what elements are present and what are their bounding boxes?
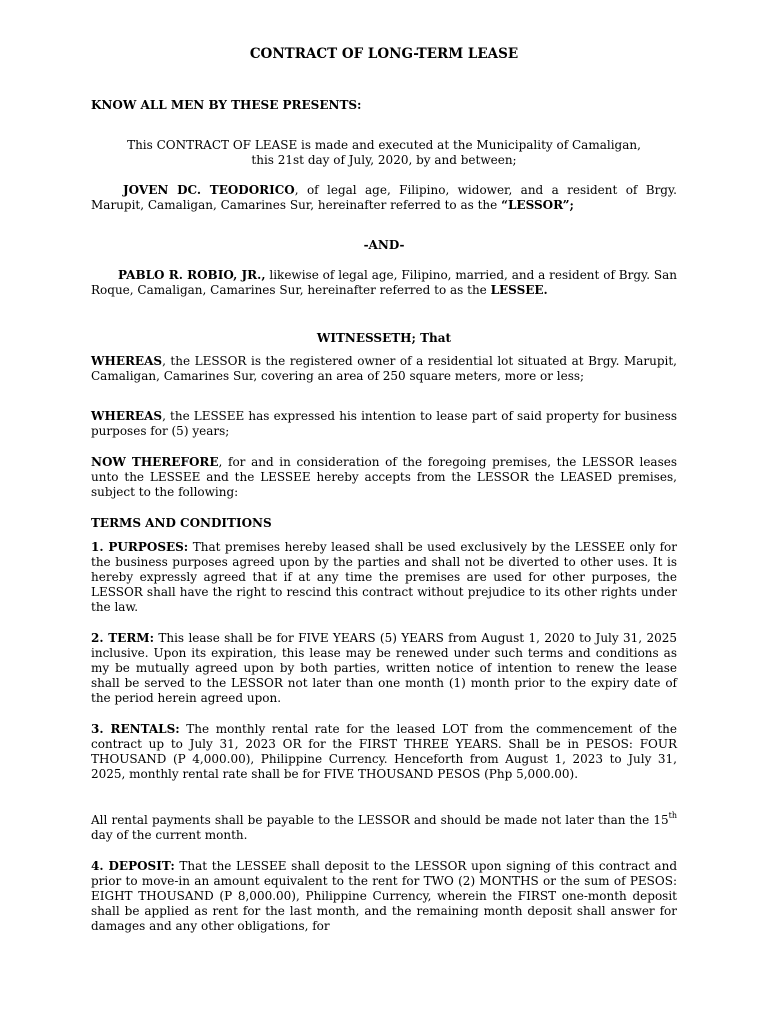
clause-term-heading: 2. TERM: <box>91 631 155 645</box>
lessor-paragraph <box>91 183 677 213</box>
clause-rentals <box>91 722 677 782</box>
witnesseth-heading: WITNESSETH; That <box>316 331 452 345</box>
lessor-role: “LESSOR”; <box>501 198 574 212</box>
document-title: CONTRACT OF LONG-TERM LEASE <box>249 46 519 62</box>
and-separator: -AND- <box>363 238 405 252</box>
clause-purposes-text: That premises hereby leased shall be used exclusively by the LESSEE only for the business purposes agreed upon by the parties and shall not be diverted to other uses. It is hereby expressly agreed that if at any time the premises are used for other purposes, the LESSOR shall have the right to rescind this contract without prejudice to its other rights under the law. <box>91 540 677 614</box>
whereas-lead-2: WHEREAS <box>91 409 163 423</box>
terms-heading: TERMS AND CONDITIONS <box>91 516 272 530</box>
intro-line-2: this 21st day of July, 2020, by and between; <box>251 153 517 167</box>
intro-paragraph <box>91 138 677 168</box>
now-therefore-lead: NOW THEREFORE <box>91 455 219 469</box>
intro-line-1: This CONTRACT OF LEASE is made and executed at the Municipality of Camaligan, <box>127 138 641 152</box>
clause-term-text: This lease shall be for FIVE YEARS (5) YEARS from August 1, 2020 to July 31, 2025 inclusive. Upon its expiration, this lease may be renewed under such terms and conditions as my be mutually agreed upon by both parties, written notice of intention to renew the lease shall be served to the LESSOR not later than one month (1) month prior to the expiry date of the period herein agreed upon. <box>91 631 677 705</box>
clause-purposes-heading: 1. PURPOSES: <box>91 540 189 554</box>
payment-ordinal-suffix: th <box>668 811 677 820</box>
clause-purposes <box>91 540 677 615</box>
whereas-paragraph-2 <box>91 409 677 439</box>
clause-rentals-text: The monthly rental rate for the leased LOT from the commencement of the contract up to July 31, 2023 OR for the FIRST THREE YEARS. Shall be in PESOS: FOUR THOUSAND (P 4,000.00), Philippine Currency. Henceforth from August 1, 2023 to July 31, 2025, monthly rental rate shall be for FIVE THOUSAND PESOS (Php 5,000.00). <box>91 722 678 781</box>
clause-rentals-heading: 3. RENTALS: <box>91 722 180 736</box>
clause-term <box>91 631 677 706</box>
whereas-paragraph-1 <box>91 354 677 384</box>
whereas-lead-1: WHEREAS <box>91 354 163 368</box>
lessee-role: LESSEE. <box>490 283 548 297</box>
whereas-text-2: , the LESSEE has expressed his intention to lease part of said property for business purposes for (5) years; <box>91 409 677 438</box>
lessee-paragraph <box>91 268 677 298</box>
lessor-name: JOVEN DC. TEODORICO <box>123 183 295 197</box>
payment-text-after: day of the current month. <box>91 828 248 842</box>
clause-deposit <box>91 859 677 934</box>
preamble: KNOW ALL MEN BY THESE PRESENTS: <box>91 98 362 112</box>
lessor-text: , of legal age, Filipino, widower, and a resident of Brgy. Marupit, Camaligan, Camarines Sur, hereinafter referred to as the <box>91 183 677 212</box>
clause-deposit-text: That the LESSEE shall deposit to the LESSOR upon signing of this contract and prior to move-in an amount equivalent to the rent for TWO (2) MONTHS or the sum of PESOS: EIGHT THOUSAND (P 8,000.00), Philippine Currency, wherein the FIRST one-month deposit shall be applied as rent for the last month, and the remaining month deposit shall answer for damages and any other obligations, for <box>91 859 677 933</box>
lessee-text: likewise of legal age, Filipino, married, and a resident of Brgy. San Roque, Camaligan, Camarines Sur, hereinafter referred to as the <box>91 268 677 297</box>
clause-deposit-heading: 4. DEPOSIT: <box>91 859 175 873</box>
now-therefore-text: , for and in consideration of the foregoing premises, the LESSOR leases unto the LESSEE and the LESSEE hereby accepts from the LESSOR the LEASED premises, subject to the following: <box>91 455 677 499</box>
lessee-name: PABLO R. ROBIO, JR., <box>118 268 266 282</box>
whereas-text-1: , the LESSOR is the registered owner of a residential lot situated at Brgy. Marupit, Camaligan, Camarines Sur, covering an area of 250 square meters, more or less; <box>91 354 677 383</box>
payment-paragraph <box>91 813 677 843</box>
now-therefore-paragraph <box>91 455 677 500</box>
payment-text-before: All rental payments shall be payable to the LESSOR and should be made not later than the 15 <box>91 813 669 827</box>
